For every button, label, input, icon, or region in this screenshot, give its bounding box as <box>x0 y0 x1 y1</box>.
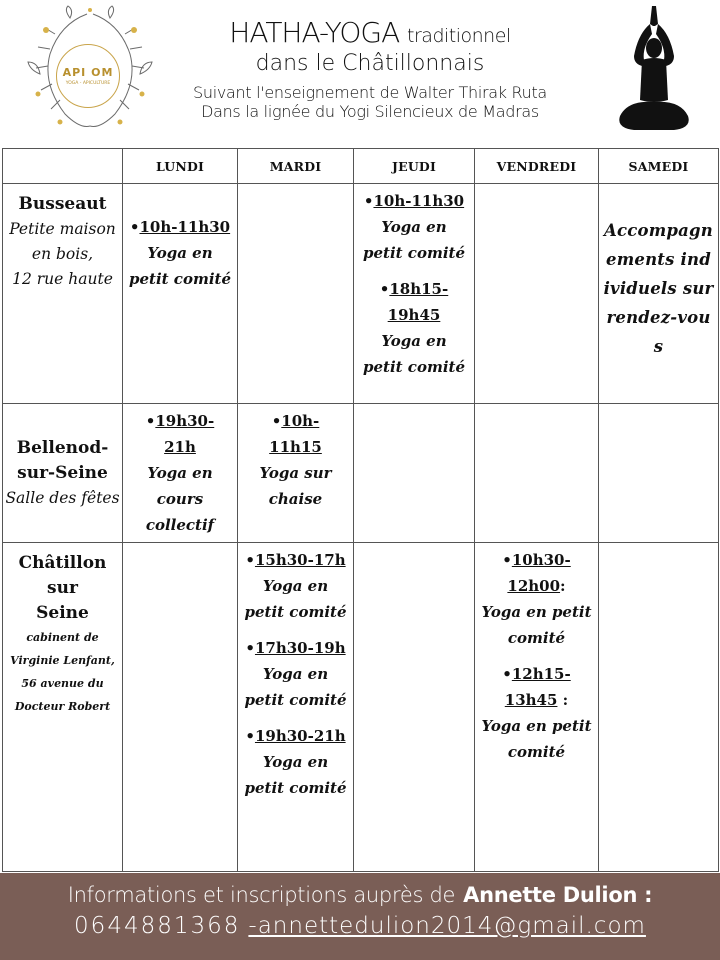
api-om-logo <box>20 4 160 136</box>
slot-cell-bellenod-vendredi <box>475 404 599 543</box>
header-mardi: MARDI <box>238 149 354 184</box>
slot-desc: Yoga en petit comité <box>244 753 347 797</box>
location-name: Châtillon <box>18 553 107 573</box>
slot-cell-bellenod-samedi <box>599 404 719 543</box>
slot-desc: Yoga en petit comité <box>129 244 231 288</box>
slot-desc: Yoga en petit comité <box>244 577 347 621</box>
location-name: sur-Seine <box>17 463 108 483</box>
slot-time: 18h15-19h45 <box>387 280 449 324</box>
class-slot: •10h-11h30 Yoga en petit comité <box>123 184 237 292</box>
slot-cell-busseaut-mardi <box>238 184 354 404</box>
location-name: Bellenod- <box>16 438 109 458</box>
phone-number[interactable]: 0644881368 <box>74 913 241 939</box>
header-vendredi: VENDREDI <box>475 149 599 184</box>
contact-line <box>0 882 720 908</box>
subtitle-lineage: Dans la lignée du Yogi Silencieux de Madras <box>201 102 539 121</box>
table-header-row <box>3 149 719 184</box>
page-title <box>160 18 580 51</box>
class-slot: •15h30-17h Yoga en petit comité <box>238 543 353 625</box>
class-slot: •10h-11h30 Yoga en petit comité <box>354 184 474 266</box>
table-row-bellenod <box>3 404 719 543</box>
slot-desc: Yoga en petit comité <box>244 665 347 709</box>
slot-time: 19h30-21h <box>254 727 346 745</box>
slot-separator: : <box>560 577 566 595</box>
page-header <box>0 0 720 148</box>
table-row-busseaut <box>3 184 719 404</box>
slot-cell-bellenod-jeudi <box>354 404 475 543</box>
header-lundi: LUNDI <box>123 149 238 184</box>
slot-cell-chatillon-samedi <box>599 543 719 872</box>
slot-cell-busseaut-vendredi <box>475 184 599 404</box>
slot-time: 12h15-13h45 <box>504 665 571 709</box>
location-detail: 56 avenue du <box>21 677 104 690</box>
class-slot: •18h15-19h45 Yoga en petit comité <box>354 276 474 380</box>
schedule-table <box>2 148 719 872</box>
location-name: sur <box>47 578 78 598</box>
location-detail: Salle des fêtes <box>5 489 120 507</box>
meditating-yogi-icon <box>608 4 700 136</box>
location-busseaut <box>3 184 123 404</box>
info-text: Informations et inscriptions auprès de <box>67 883 456 907</box>
slot-cell-bellenod-lundi <box>123 404 238 543</box>
location-detail: Virginie Lenfant, <box>10 654 115 667</box>
slot-desc: Yoga en petit comité <box>363 332 465 376</box>
contact-name: Annette Dulion : <box>463 883 653 907</box>
location-chatillon <box>3 543 123 872</box>
slot-separator: : <box>557 691 569 709</box>
contact-footer <box>0 873 720 960</box>
header-cell-empty <box>3 149 123 184</box>
location-detail: 12 rue haute <box>12 270 113 288</box>
location-bellenod <box>3 404 123 543</box>
slot-desc: Yoga sur chaise <box>259 464 332 508</box>
slot-cell-chatillon-vendredi <box>475 543 599 872</box>
class-slot: •19h30-21h Yoga en petit comité <box>238 723 353 801</box>
logo-tagline: YOGA - APICULTURE <box>65 81 111 86</box>
slot-desc: Yoga en petit comité <box>363 218 465 262</box>
slot-time: 10h-11h15 <box>269 412 322 456</box>
logo-brand: API OM <box>62 66 114 79</box>
location-detail: Docteur Robert <box>14 700 111 713</box>
slot-time: 19h30-21h <box>155 412 215 456</box>
slot-cell-busseaut-lundi <box>123 184 238 404</box>
slot-time: 10h30-12h00 <box>507 551 571 595</box>
slot-cell-bellenod-mardi <box>238 404 354 543</box>
slot-cell-busseaut-samedi <box>599 184 719 404</box>
slot-cell-busseaut-jeudi <box>354 184 475 404</box>
slot-desc: Yoga en petit comité <box>481 717 592 761</box>
title-main: HATHA-YOGA <box>229 16 400 49</box>
header-jeudi: JEUDI <box>354 149 475 184</box>
slot-time: 17h30-19h <box>254 639 346 657</box>
title-block <box>160 18 580 121</box>
class-slot: •17h30-19h Yoga en petit comité <box>238 635 353 713</box>
table-row-chatillon <box>3 543 719 872</box>
slot-time: 15h30-17h <box>254 551 346 569</box>
individual-sessions-note: Accompagnements individuels sur rendez-vous <box>603 221 714 356</box>
class-slot: •19h30-21h Yoga en cours collectif <box>123 404 237 538</box>
location-name: Seine <box>36 603 89 623</box>
class-slot: •12h15-13h45 : Yoga en petit comité <box>475 661 598 765</box>
location-name: Busseaut <box>18 194 107 214</box>
location-detail: Petite maison <box>9 220 116 238</box>
class-slot: •10h-11h15 Yoga sur chaise <box>238 404 353 512</box>
slot-cell-chatillon-jeudi <box>354 543 475 872</box>
slot-desc: Yoga en cours collectif <box>145 464 215 534</box>
slot-time: 10h-11h30 <box>139 218 231 236</box>
email-link[interactable]: -annettedulion2014@gmail.com <box>248 913 646 939</box>
slot-cell-chatillon-mardi <box>238 543 354 872</box>
logo-badge <box>56 44 120 108</box>
slot-time: 10h-11h30 <box>373 192 465 210</box>
location-detail: en bois, <box>31 245 94 263</box>
subtitle-teaching: Suivant l'enseignement de Walter Thirak Ruta <box>193 83 547 102</box>
header-samedi: SAMEDI <box>599 149 719 184</box>
contact-details <box>0 908 720 944</box>
slot-desc: Yoga en petit comité <box>481 603 592 647</box>
title-suffix: traditionnel <box>407 25 511 47</box>
slot-cell-chatillon-lundi <box>123 543 238 872</box>
location-detail: cabinent de <box>26 631 99 644</box>
class-slot: •10h30-12h00: Yoga en petit comité <box>475 543 598 651</box>
title-line2: dans le Châtillonnais <box>255 51 485 76</box>
